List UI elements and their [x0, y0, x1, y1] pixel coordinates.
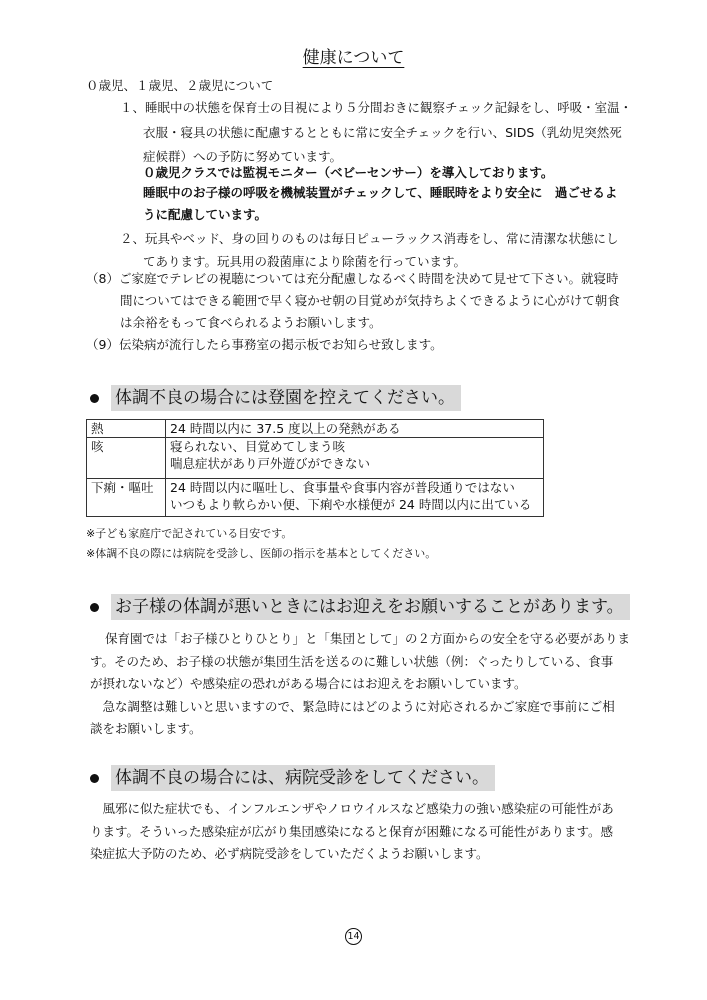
bullet-icon [90, 394, 99, 403]
section2-line: す。そのため、お子様の状態が集団生活を送るのに難しい状態（例：ぐったりしている、食事 [90, 654, 614, 669]
table-cell-detail [166, 479, 544, 517]
table-cell-detail [166, 420, 544, 438]
note: ※子ども家庭庁で記されている目安です。 [86, 527, 293, 540]
table-cell-label: 下痢・嘔吐 [87, 479, 166, 517]
item1-bold-line: 睡眠中のお子様の呼吸を機械装置がチェックして、睡眠時をより安全に 過ごせるよ [143, 185, 618, 200]
section2-line: 談をお願いします。 [90, 721, 202, 736]
item1-line: 衣服・寝具の状態に配慮するとともに常に安全チェックを行い、SIDS（乳幼児突然死 [143, 125, 622, 140]
section2-line: 急な調整は難しいと思いますので、緊急時にはどのように対応されるかご家庭で事前にご相 [90, 699, 615, 714]
item2-line: てあります。玩具用の殺菌庫により除菌を行っています。 [143, 254, 467, 269]
bullet-icon [90, 603, 99, 612]
item8-line: （8）ご家庭でテレビの視聴については充分配慮しなるべく時間を決めて見せて下さい。就寝時 [86, 271, 619, 286]
item1-bold-line: ０歳児クラスでは監視モニター（ベビーセンサー）を導入しております。 [143, 165, 554, 180]
section3-line: 風邪に似た症状でも、インフルエンザやノロウイルスなど感染力の強い感染症の可能性があ [90, 801, 614, 816]
page-number [0, 928, 707, 945]
item8-line: 間についてはできる範囲で早く寝かせ朝の目覚めが気持ちよくできるように心がけて朝食 [120, 293, 620, 308]
page-number-circle: 14 [345, 928, 362, 945]
section3-line: ります。そういった感染症が広がり集団感染になると保育が困難になる可能性があります。感 [90, 824, 614, 839]
item1-line: １、睡眠中の状態を保育士の目視により５分間おきに観察チェック記録をし、呼吸・室温・ [120, 100, 633, 115]
table-row [87, 420, 544, 438]
item2-line: ２、玩具やベッド、身の回りのものは毎日ピューラックス消毒をし、常に清潔な状態にし [120, 231, 619, 246]
section2-heading-text: お子様の体調が悪いときにはお迎えをお願いすることがあります。 [111, 594, 630, 620]
condition-table [86, 419, 544, 517]
table-cell-label: 咳 [87, 438, 166, 479]
item1-bold-line: うに配慮しています。 [143, 207, 268, 222]
item8-line: は余裕をもって食べられるようお願いします。 [120, 315, 382, 330]
section3-heading [90, 765, 495, 791]
section2-heading [90, 594, 630, 620]
section3-heading-text: 体調不良の場合には、病院受診をしてください。 [111, 765, 495, 791]
item1-line: 症候群）への予防に努めています。 [143, 149, 343, 164]
detail-line: 寝られない、目覚めてしまう咳 [170, 439, 346, 454]
intro-heading: ０歳児、１歳児、２歳児について [86, 78, 274, 93]
bullet-icon [90, 774, 99, 783]
section1-heading [90, 385, 461, 411]
page-title [0, 43, 707, 68]
detail-line: 24 時間以内に嘔吐し、食事量や食事内容が普段通りではない [170, 480, 515, 495]
section2-line: が摂れないなど）や感染症の恐れがある場合にはお迎えをお願いしています。 [90, 676, 527, 691]
section1-heading-text: 体調不良の場合には登園を控えてください。 [111, 385, 461, 411]
section2-line: 保育園では「お子様ひとりひとり」と「集団として」の２方面からの安全を守る必要がありま [105, 631, 631, 646]
note: ※体調不良の際には病院を受診し、医師の指示を基本としてください。 [86, 547, 437, 560]
table-row [87, 479, 544, 517]
item9-line: （9）伝染病が流行したら事務室の掲示板でお知らせ致します。 [86, 337, 443, 352]
table-row [87, 438, 544, 479]
section3-line: 染症拡大予防のため、必ず病院受診をしていただくようお願いします。 [90, 846, 489, 861]
page-title-text: 健康について [302, 48, 405, 68]
table-cell-detail [166, 438, 544, 479]
detail-line: 喘息症状があり戸外遊びができない [170, 456, 371, 471]
detail-line: 24 時間以内に 37.5 度以上の発熱がある [170, 421, 401, 436]
table-cell-label: 熱 [87, 420, 166, 438]
detail-line: いつもより軟らかい便、下痢や水様便が 24 時間以内に出ている [170, 497, 532, 512]
